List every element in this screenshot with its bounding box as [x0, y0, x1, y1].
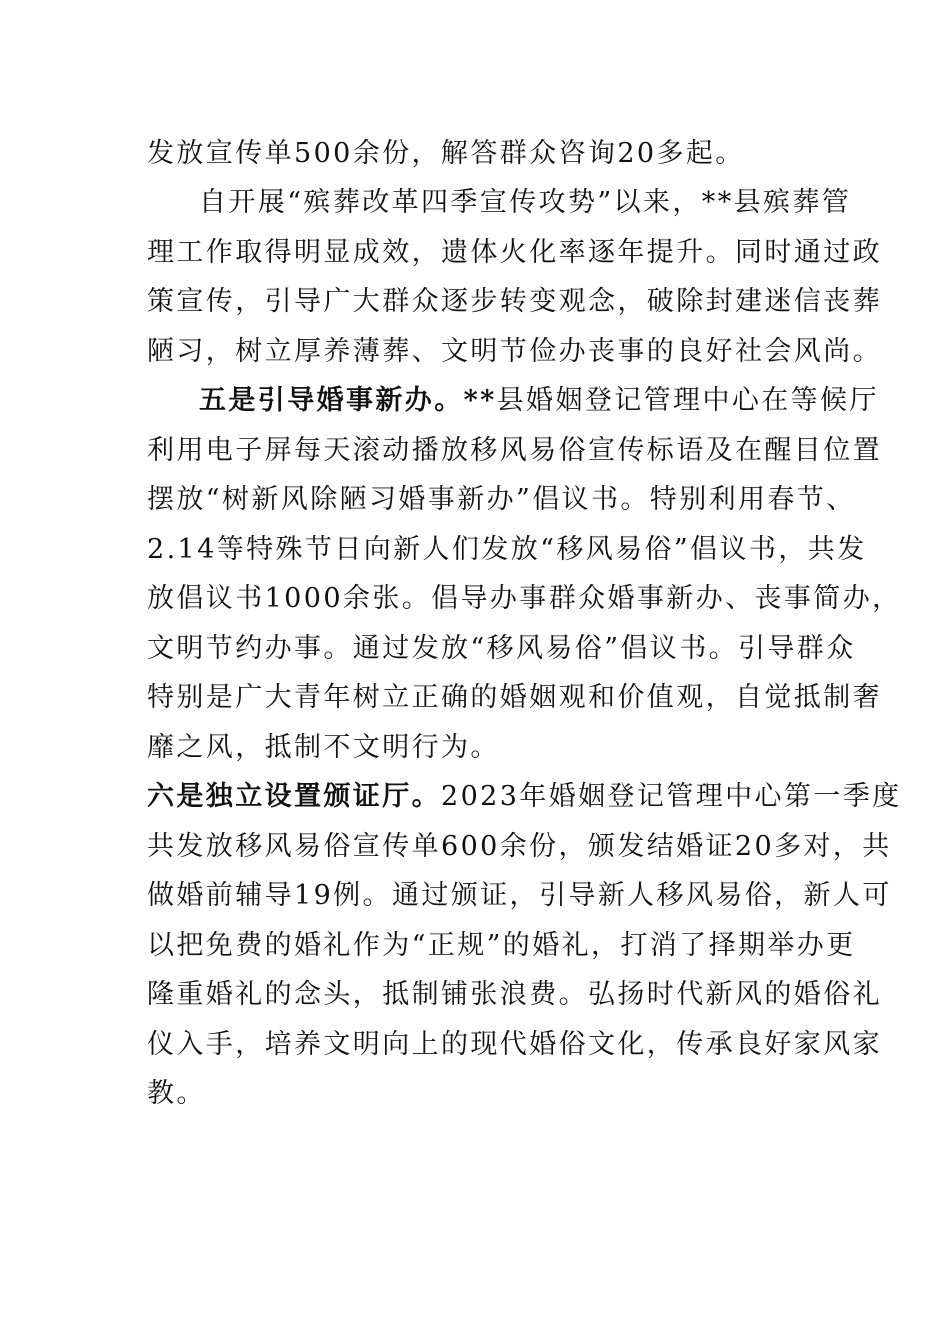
text-line: 以把免费的婚礼作为“正规”的婚礼，打消了择期举办更: [147, 930, 856, 961]
text-line: 文明节约办事。通过发放“移风易俗”倡议书。引导群众: [147, 633, 856, 664]
text-line: 放倡议书1000余张。倡导办事群众婚事新办、丧事简办，: [147, 583, 902, 614]
text-line: 2.14等特殊节日向新人们发放“移风易俗”倡议书，共发: [147, 534, 867, 565]
paragraph-six-first-line: [147, 780, 902, 814]
text-line: 靡之风，抵制不文明行为。: [147, 732, 500, 763]
text-line: 利用电子屏每天滚动播放移风易俗宣传标语及在醒目位置: [147, 435, 882, 466]
text-line: 共发放移风易俗宣传单600余份，颁发结婚证20多对，共: [147, 831, 892, 862]
text-line: 隆重婚礼的念头，抵制铺张浪费。弘扬时代新风的婚俗礼: [147, 979, 882, 1010]
text-line: 摆放“树新风除陋习婚事新办”倡议书。特别利用春节、: [147, 484, 856, 515]
text-line: 做婚前辅导19例。通过颁证，引导新人移风易俗，新人可: [147, 880, 892, 911]
text-line: 陋习，树立厚养薄葬、文明节俭办丧事的良好社会风尚。: [147, 336, 882, 367]
text-line: 教。: [147, 1078, 206, 1109]
text-line: 2023年婚姻登记管理中心第一季度: [441, 781, 902, 812]
text-line: 仪入手，培养文明向上的现代婚俗文化，传承良好家风家: [147, 1029, 882, 1060]
section-heading-five: 五是引导婚事新办。**: [199, 385, 497, 416]
text-line: 县婚姻登记管理中心在等候厅: [496, 385, 879, 416]
paragraph-five-first-line: [199, 384, 879, 418]
text-line: 自开展“殡葬改革四季宣传攻势”以来，**县殡葬管: [199, 187, 852, 218]
text-line: 理工作取得明显成效，遗体火化率逐年提升。同时通过政: [147, 237, 882, 268]
section-heading-six: 六是独立设置颁证厅。: [147, 781, 441, 812]
text-line: 发放宣传单500余份，解答群众咨询20多起。: [147, 138, 745, 169]
text-line: 策宣传，引导广大群众逐步转变观念，破除封建迷信丧葬: [147, 286, 882, 317]
text-line: 特别是广大青年树立正确的婚姻观和价值观，自觉抵制奢: [147, 682, 882, 713]
